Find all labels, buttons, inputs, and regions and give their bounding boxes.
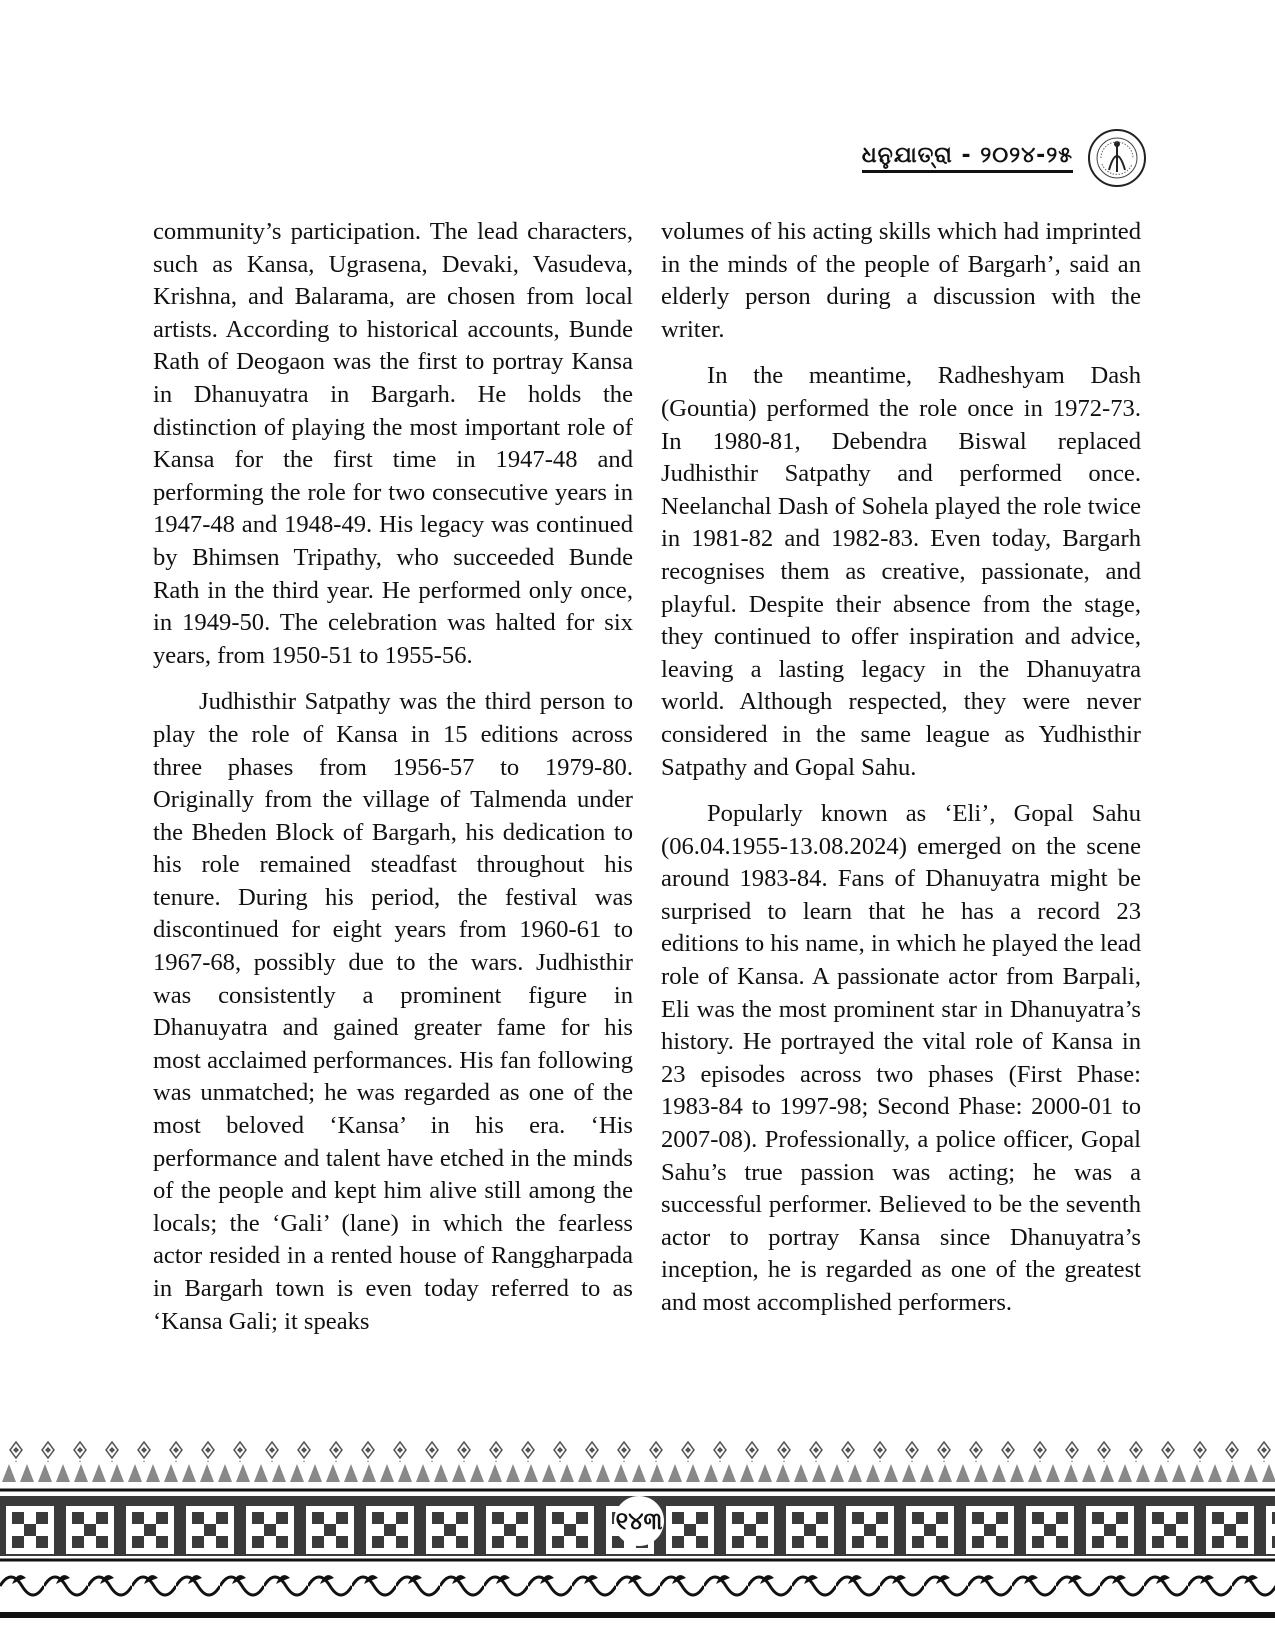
paragraph: Popularly known as ‘Eli’, Gopal Sahu (06.04.1955-13.08.2024) emerged on the scene around 1983-84. Fans of Dhanuyatra might be surprised to learn that he has a record 23 editions to his name, in which he played the lead role of Kansa. A passionate actor from Barpali, Eli was the most prominent star in Dhanuyatra’s history. He portrayed the vital role of Kansa in 23 episodes across two phases (First Phase: 1983-84 to 1997-98; Second Phase: 2000-01 to 2007-08). Professionally, a police officer, Gopal Sahu’s true passion was acting; he was a successful performer. Believed to be the seventh actor to portray Kansa since Dhanuyatra’s inception, he is regarded as one of the greatest and most accomplished performers. <box>661 800 1141 1316</box>
right-column <box>661 216 1141 1334</box>
page-header <box>862 128 1147 188</box>
paragraph: volumes of his acting skills which had imprinted in the minds of the people of Bargarh’, said an elderly person during a discussion with the writer. <box>661 218 1141 343</box>
dhanuyatra-seal-icon <box>1087 128 1147 188</box>
page-number: ୧୪୩ <box>614 1496 664 1546</box>
running-header-title: ଧନୁଯାତ୍ରା - ୨୦୨୪-୨୫ <box>862 143 1073 173</box>
left-column <box>153 216 633 1352</box>
paragraph: community’s participation. The lead characters, such as Kansa, Ugrasena, Devaki, Vasudeva, Krishna, and Balarama, are chosen from local artists. According to historical accounts, Bunde Rath of Deogaon was the first to portray Kansa in Dhanuyatra in Bargarh. He holds the distinction of playing the most important role of Kansa for the first time in 1947-48 and performing the role for two consecutive years in 1947-48 and 1948-49. His legacy was continued by Bhimsen Tripathy, who succeeded Bunde Rath in the third year. He performed only once, in 1949-50. The celebration was halted for six years, from 1950-51 to 1955-56. <box>153 218 633 669</box>
paragraph: In the meantime, Radheshyam Dash (Gountia) performed the role once in 1972-73. In 1980-81, Debendra Biswal replaced Judhisthir Satpathy and performed once. Neelanchal Dash of Sohela played the role twice in 1981-82 and 1982-83. Even today, Bargarh recognises them as creative, passionate, and playful. Despite their absence from the stage, they continued to offer inspiration and advice, leaving a lasting legacy in the Dhanuyatra world. Although respected, they were never considered in the same league as Yudhisthir Satpathy and Gopal Sahu. <box>661 362 1141 781</box>
paragraph: Judhisthir Satpathy was the third person to play the role of Kansa in 15 editions across three phases from 1956-57 to 1979-80. Originally from the village of Talmenda under the Bheden Block of Bargarh, his dedication to his role remained steadfast throughout his tenure. During his period, the festival was discontinued for eight years from 1960-61 to 1967-68, possibly due to the wars. Judhisthir was consistently a prominent figure in Dhanuyatra and gained greater fame for his most acclaimed performances. His fan following was unmatched; he was regarded as one of the most beloved ‘Kansa’ in his era. ‘His performance and talent have etched in the minds of the people and kept him alive still among the locals; the ‘Gali’ (lane) in which the fearless actor resided in a rented house of Ranggharpada in Bargarh town is even today referred to as ‘Kansa Gali; it speaks <box>153 688 633 1335</box>
